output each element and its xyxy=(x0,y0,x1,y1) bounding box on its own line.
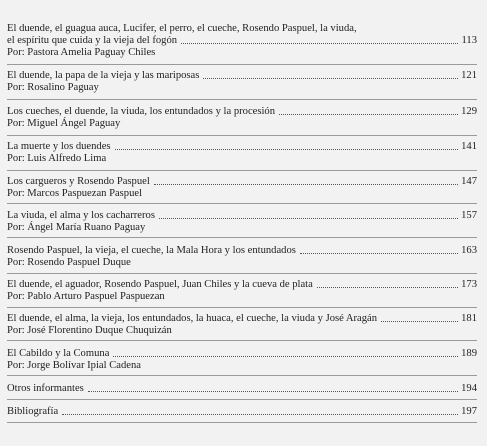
page-number: 181 xyxy=(461,313,477,324)
divider xyxy=(7,399,477,400)
dot-leader xyxy=(159,217,458,219)
toc-entry xyxy=(7,406,477,418)
entry-title-line xyxy=(7,35,477,47)
dot-leader xyxy=(381,320,458,322)
toc-entry xyxy=(7,279,477,303)
entry-title: Otros informantes xyxy=(7,383,84,394)
page-number: 173 xyxy=(461,279,477,290)
entry-author: Por: Marcos Paspuezan Paspuel xyxy=(7,188,143,199)
toc-entry xyxy=(7,210,477,234)
divider xyxy=(7,375,477,376)
entry-title: La muerte y los duendes xyxy=(7,141,111,152)
dot-leader xyxy=(154,183,458,185)
entry-author: Por: Rosalino Paguay xyxy=(7,82,99,93)
divider xyxy=(7,237,477,238)
entry-author: Por: Pastora Amelia Paguay Chiles xyxy=(7,47,156,58)
entry-title: Rosendo Paspuel, la vieja, el cueche, la Mala Hora y los entundados xyxy=(7,245,296,256)
page-number: 147 xyxy=(461,176,477,187)
page-number: 113 xyxy=(461,35,477,46)
entry-title: El duende, la papa de la vieja y las mariposas xyxy=(7,70,200,81)
toc-entry xyxy=(7,23,477,59)
dot-leader xyxy=(88,390,458,392)
divider xyxy=(7,135,477,136)
toc-entry xyxy=(7,348,477,372)
dot-leader xyxy=(279,113,458,115)
entry-title: El duende, el aguador, Rosendo Paspuel, Juan Chiles y la cueva de plata xyxy=(7,279,313,290)
divider xyxy=(7,422,477,423)
entry-title-line xyxy=(7,141,477,153)
page-number: 157 xyxy=(461,210,477,221)
divider xyxy=(7,273,477,274)
entry-title: Bibliografía xyxy=(7,406,59,417)
toc-entry xyxy=(7,383,477,395)
page-number: 121 xyxy=(461,70,477,81)
page-number: 194 xyxy=(461,383,477,394)
toc-entry xyxy=(7,141,477,165)
divider xyxy=(7,99,477,100)
entry-author: Por: Luis Alfredo Lima xyxy=(7,153,107,164)
toc-entry xyxy=(7,313,477,337)
entry-author: Por: Jorge Bolívar Ipial Cadena xyxy=(7,360,141,371)
entry-author: Por: Pablo Arturo Paspuel Paspuezan xyxy=(7,291,165,302)
entry-title-line xyxy=(7,279,477,291)
entry-title-line xyxy=(7,348,477,360)
page-number: 163 xyxy=(461,245,477,256)
page-number: 141 xyxy=(461,141,477,152)
toc-entry xyxy=(7,106,477,130)
entry-title-line xyxy=(7,406,477,418)
entry-title-line: El duende, el guagua auca, Lucifer, el perro, el cueche, Rosendo Paspuel, la viuda, xyxy=(7,23,357,34)
page-number: 189 xyxy=(461,348,477,359)
entry-title: Los cueches, el duende, la viuda, los entundados y la procesión xyxy=(7,106,276,117)
entry-author: Por: Miguel Ángel Paguay xyxy=(7,118,121,129)
dot-leader xyxy=(113,355,458,357)
dot-leader xyxy=(62,413,458,415)
entry-title: el espíritu que cuida y la vieja del fogón xyxy=(7,35,178,46)
entry-author: Por: José Florentino Duque Chuquizán xyxy=(7,325,172,336)
entry-author: Por: Ángel María Ruano Paguay xyxy=(7,222,146,233)
entry-title-line xyxy=(7,210,477,222)
entry-title: Los cargueros y Rosendo Paspuel xyxy=(7,176,150,187)
entry-title: La viuda, el alma y los cacharreros xyxy=(7,210,155,221)
divider xyxy=(7,170,477,171)
divider xyxy=(7,340,477,341)
entry-title-line xyxy=(7,70,477,82)
dot-leader xyxy=(300,252,458,254)
entry-author: Por: Rosendo Paspuel Duque xyxy=(7,257,131,268)
page-number: 129 xyxy=(461,106,477,117)
dot-leader xyxy=(317,286,458,288)
entry-title-line xyxy=(7,106,477,118)
page-number: 197 xyxy=(461,406,477,417)
entry-title-line xyxy=(7,383,477,395)
divider xyxy=(7,307,477,308)
toc-entry xyxy=(7,176,477,200)
toc-entry xyxy=(7,70,477,94)
dot-leader xyxy=(115,148,458,150)
dot-leader xyxy=(181,42,458,44)
toc-entry xyxy=(7,245,477,269)
entry-title-line xyxy=(7,176,477,188)
entry-title: El duende, el alma, la vieja, los entundados, la huaca, el cueche, la viuda y José Aragán xyxy=(7,313,378,324)
entry-title: El Cabildo y la Comuna xyxy=(7,348,110,359)
divider xyxy=(7,64,477,65)
entry-title-line xyxy=(7,245,477,257)
entry-title-line xyxy=(7,313,477,325)
dot-leader xyxy=(203,77,458,79)
divider xyxy=(7,203,477,204)
